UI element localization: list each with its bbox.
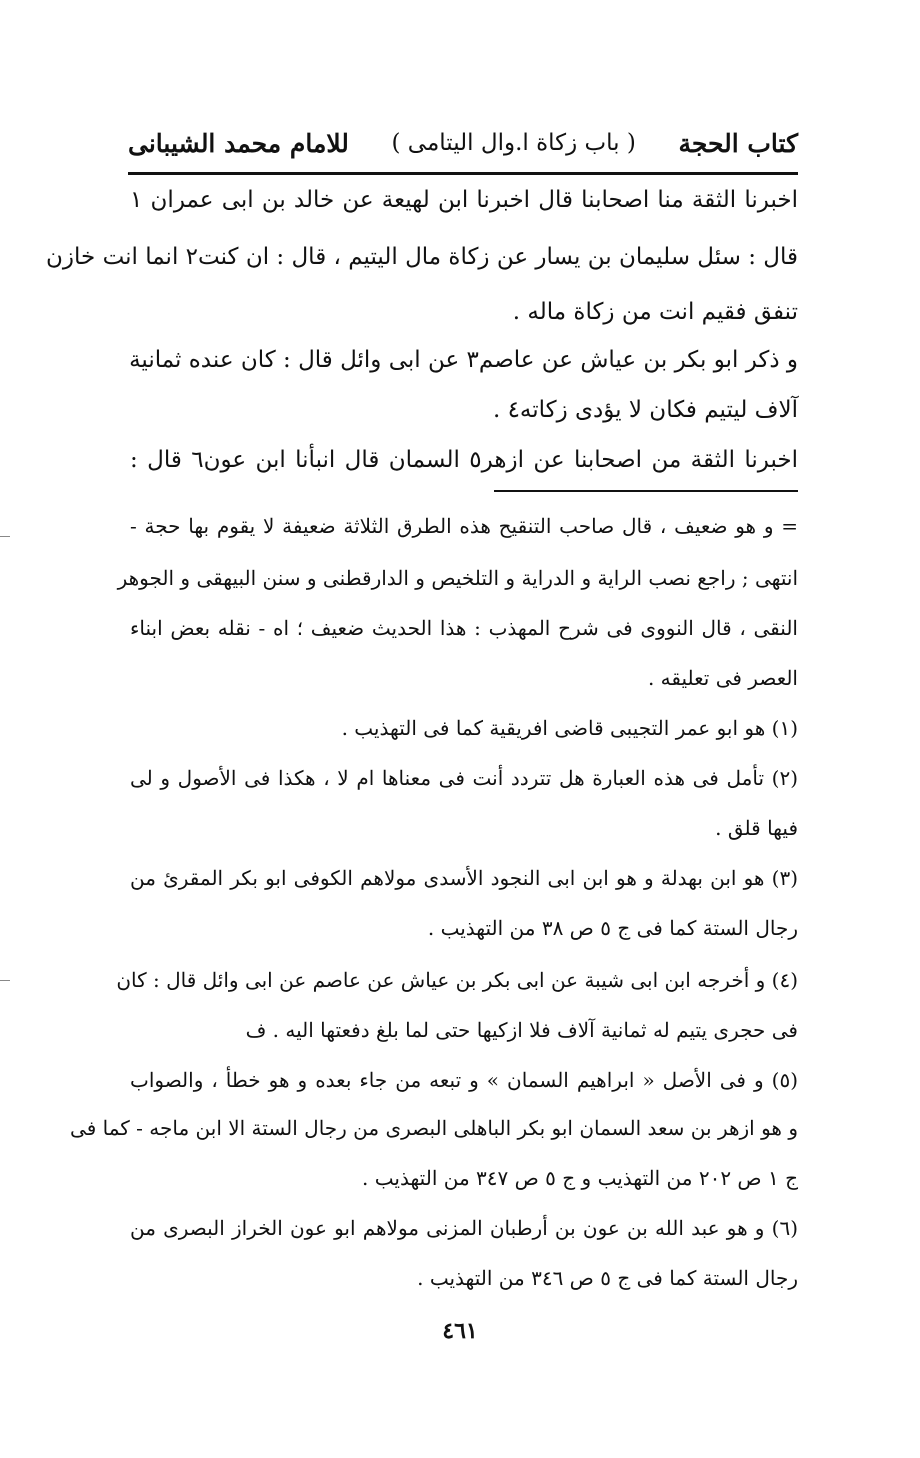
footnote-line: انتهى ; راجع نصب الراية و الدراية و التلخيص و الدارقطنى و سنن البيهقى و الجوهر bbox=[117, 566, 798, 590]
main-text-line: آلاف ليتيم فكان لا يؤدى زكاته٤ . bbox=[492, 397, 798, 423]
footnote-line: النقى ، قال النووى فى شرح المهذب : هذا الحديث ضعيف ؛ اه - نقله بعض ابناء bbox=[130, 616, 798, 640]
footnote-separator bbox=[494, 490, 798, 492]
scan-margin-mark bbox=[0, 536, 10, 537]
book-title: كتاب الحجة bbox=[678, 128, 798, 158]
main-text-line: تنفق فقيم انت من زكاة ماله . bbox=[512, 299, 798, 325]
page-number: ٤٦١ bbox=[442, 1318, 478, 1344]
footnote-line: فى حجرى يتيم له ثمانية آلاف فلا ازكيها حتى لما بلغ دفعتها اليه . ف bbox=[245, 1018, 798, 1042]
footnote-line: رجال الستة كما فى ج ٥ ص ٣٨ من التهذيب . bbox=[427, 916, 798, 940]
footnote-line: (٢) تأمل فى هذه العبارة هل تتردد أنت فى معناها ام لا ، هكذا فى الأصول و لى bbox=[130, 766, 798, 790]
footnote-line: (١) هو ابو عمر التجيبى قاضى افريقية كما فى التهذيب . bbox=[341, 716, 798, 740]
footnote-line: ج ١ ص ٢٠٢ من التهذيب و ج ٥ ص ٣٤٧ من التهذيب . bbox=[362, 1166, 798, 1190]
author-name: للامام محمد الشيبانى bbox=[128, 128, 349, 158]
footnote-line: (٣) هو ابن بهدلة و هو ابن ابى النجود الأسدى مولاهم الكوفى ابو بكر المقرئ من bbox=[130, 866, 799, 890]
footnote-line: العصر فى تعليقه . bbox=[647, 666, 798, 690]
footnote-line: (٤) و أخرجه ابن ابى شيبة عن ابى بكر بن عياش عن عاصم عن ابى وائل قال : كان bbox=[116, 968, 798, 992]
footnote-line: رجال الستة كما فى ج ٥ ص ٣٤٦ من التهذيب . bbox=[417, 1266, 798, 1290]
running-header bbox=[128, 118, 798, 168]
chapter-title: ( باب زكاة ا.وال اليتامى ) bbox=[391, 130, 636, 156]
footnote-line: (٥) و فى الأصل « ابراهيم السمان » و تبعه من جاء بعده و هو خطأ ، والصواب bbox=[130, 1068, 798, 1092]
scan-margin-mark bbox=[0, 980, 10, 981]
footnote-line: فيها قلق . bbox=[715, 816, 798, 840]
footnote-line: (٦) و هو عبد الله بن عون بن أرطبان المزنى مولاهم ابو عون الخراز البصرى من bbox=[130, 1216, 798, 1240]
main-text-line: قال : سئل سليمان بن يسار عن زكاة مال اليتيم ، قال : ان كنت٢ انما انت خازن bbox=[46, 244, 798, 270]
main-text-line: اخبرنا الثقة منا اصحابنا قال اخبرنا ابن لهيعة عن خالد بن ابى عمران ١ bbox=[130, 187, 798, 213]
footnote-line: و هو ازهر بن سعد السمان ابو بكر الباهلى البصرى من رجال الستة الا ابن ماجه - كما فى bbox=[70, 1116, 798, 1140]
main-text-line: و ذكر ابو بكر بن عياش عن عاصم٣ عن ابى وائل قال : كان عنده ثمانية bbox=[129, 347, 798, 373]
header-rule bbox=[128, 172, 798, 175]
main-text-line: اخبرنا الثقة من اصحابنا عن ازهر٥ السمان قال انبأنا ابن عون٦ قال : bbox=[130, 447, 798, 473]
footnote-line: = و هو ضعيف ، قال صاحب التنقيح هذه الطرق الثلاثة ضعيفة لا يقوم بها حجة - bbox=[130, 514, 798, 538]
